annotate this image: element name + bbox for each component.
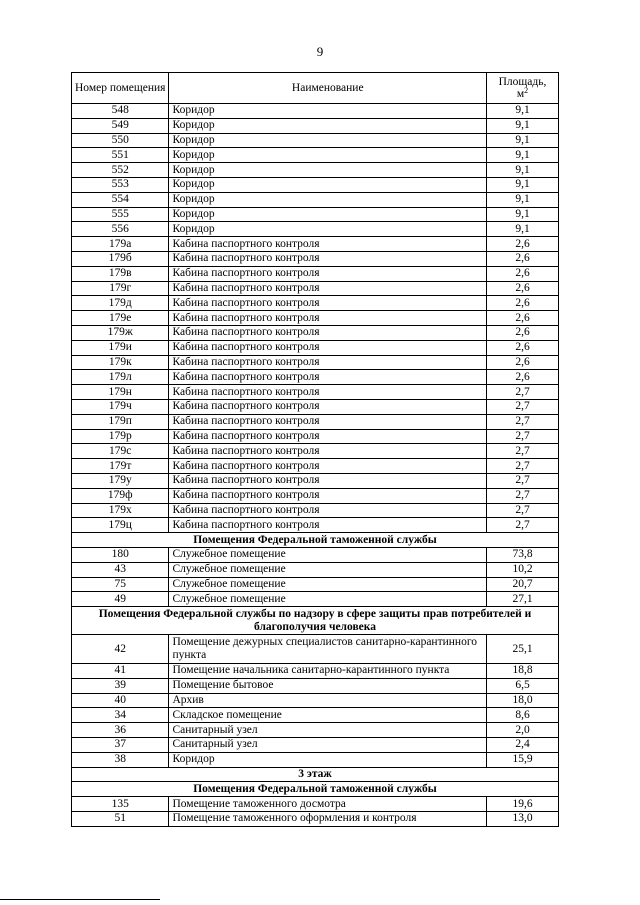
room-number-cell: 37 bbox=[72, 738, 169, 753]
table-row bbox=[72, 693, 559, 708]
room-area-cell: 73,8 bbox=[487, 547, 559, 562]
room-name-cell: Помещение бытовое bbox=[169, 678, 487, 693]
room-area-cell: 9,1 bbox=[487, 177, 559, 192]
table-body bbox=[72, 104, 559, 827]
page-number: 9 bbox=[316, 44, 324, 59]
room-number-cell: 36 bbox=[72, 723, 169, 738]
room-number-cell: 42 bbox=[72, 635, 169, 664]
room-area-cell: 18,0 bbox=[487, 693, 559, 708]
room-area-cell: 9,1 bbox=[487, 192, 559, 207]
room-name-cell: Кабина паспортного контроля bbox=[169, 488, 487, 503]
room-number-cell: 49 bbox=[72, 592, 169, 607]
table-row bbox=[72, 237, 559, 252]
room-number-cell: 179с bbox=[72, 444, 169, 459]
table-row bbox=[72, 592, 559, 607]
room-name-cell: Помещение дежурных специалистов санитарно-карантинного пункта bbox=[169, 635, 487, 664]
table-row bbox=[72, 812, 559, 827]
table-row bbox=[72, 133, 559, 148]
table-row bbox=[72, 192, 559, 207]
table-row bbox=[72, 104, 559, 119]
room-area-cell: 2,0 bbox=[487, 723, 559, 738]
room-name-cell: Кабина паспортного контроля bbox=[169, 459, 487, 474]
room-name-cell: Кабина паспортного контроля bbox=[169, 385, 487, 400]
room-number-cell: 179е bbox=[72, 311, 169, 326]
room-name-cell: Архив bbox=[169, 693, 487, 708]
section-heading-row bbox=[72, 767, 559, 782]
room-name-cell: Коридор bbox=[169, 207, 487, 222]
room-number-cell: 553 bbox=[72, 177, 169, 192]
room-area-cell: 10,2 bbox=[487, 562, 559, 577]
header-area-unit: м bbox=[516, 88, 525, 100]
room-name-cell: Кабина паспортного контроля bbox=[169, 251, 487, 266]
room-area-cell: 2,6 bbox=[487, 296, 559, 311]
section-heading-row bbox=[72, 782, 559, 797]
room-name-cell: Кабина паспортного контроля bbox=[169, 355, 487, 370]
room-area-cell: 18,8 bbox=[487, 664, 559, 679]
room-number-cell: 179ж bbox=[72, 325, 169, 340]
header-area-exponent: 2 bbox=[524, 86, 529, 95]
room-number-cell: 179р bbox=[72, 429, 169, 444]
table-row bbox=[72, 355, 559, 370]
room-name-cell: Служебное помещение bbox=[169, 592, 487, 607]
table-row bbox=[72, 459, 559, 474]
room-name-cell: Кабина паспортного контроля bbox=[169, 237, 487, 252]
room-number-cell: 179л bbox=[72, 370, 169, 385]
table-row bbox=[72, 296, 559, 311]
room-number-cell: 179т bbox=[72, 459, 169, 474]
room-name-cell: Кабина паспортного контроля bbox=[169, 414, 487, 429]
room-name-cell: Служебное помещение bbox=[169, 547, 487, 562]
room-area-cell: 2,6 bbox=[487, 281, 559, 296]
room-area-cell: 9,1 bbox=[487, 163, 559, 178]
room-number-cell: 179ц bbox=[72, 518, 169, 533]
room-number-cell: 552 bbox=[72, 163, 169, 178]
room-area-cell: 2,7 bbox=[487, 429, 559, 444]
room-number-cell: 554 bbox=[72, 192, 169, 207]
table-row bbox=[72, 503, 559, 518]
room-area-cell: 2,7 bbox=[487, 473, 559, 488]
room-number-cell: 34 bbox=[72, 708, 169, 723]
table-row bbox=[72, 562, 559, 577]
room-name-cell: Коридор bbox=[169, 104, 487, 119]
room-number-cell: 179д bbox=[72, 296, 169, 311]
room-name-cell: Кабина паспортного контроля bbox=[169, 325, 487, 340]
room-area-cell: 2,6 bbox=[487, 251, 559, 266]
table-row bbox=[72, 370, 559, 385]
room-name-cell: Кабина паспортного контроля bbox=[169, 266, 487, 281]
room-name-cell: Кабина паспортного контроля bbox=[169, 296, 487, 311]
room-area-cell: 2,7 bbox=[487, 488, 559, 503]
room-number-cell: 179ч bbox=[72, 399, 169, 414]
room-number-cell: 549 bbox=[72, 118, 169, 133]
table-row bbox=[72, 311, 559, 326]
table-row bbox=[72, 266, 559, 281]
room-area-cell: 9,1 bbox=[487, 222, 559, 237]
room-area-cell: 2,6 bbox=[487, 325, 559, 340]
room-number-cell: 180 bbox=[72, 547, 169, 562]
room-name-cell: Помещение начальника санитарно-карантинного пункта bbox=[169, 664, 487, 679]
room-name-cell: Коридор bbox=[169, 163, 487, 178]
header-name: Наименование bbox=[169, 73, 487, 104]
table-row bbox=[72, 752, 559, 767]
room-name-cell: Помещение таможенного досмотра bbox=[169, 797, 487, 812]
room-number-cell: 551 bbox=[72, 148, 169, 163]
room-number-cell: 135 bbox=[72, 797, 169, 812]
table-row bbox=[72, 399, 559, 414]
header-area bbox=[487, 73, 559, 104]
room-area-cell: 2,7 bbox=[487, 414, 559, 429]
room-area-cell: 25,1 bbox=[487, 635, 559, 664]
header-area-label: Площадь, bbox=[498, 76, 547, 88]
room-name-cell: Кабина паспортного контроля bbox=[169, 429, 487, 444]
table-row bbox=[72, 664, 559, 679]
room-name-cell: Коридор bbox=[169, 148, 487, 163]
table-row bbox=[72, 797, 559, 812]
room-area-cell: 2,7 bbox=[487, 459, 559, 474]
room-name-cell: Кабина паспортного контроля bbox=[169, 281, 487, 296]
table-row bbox=[72, 148, 559, 163]
table-row bbox=[72, 207, 559, 222]
room-number-cell: 179г bbox=[72, 281, 169, 296]
room-area-cell: 6,5 bbox=[487, 678, 559, 693]
room-number-cell: 41 bbox=[72, 664, 169, 679]
table-row bbox=[72, 163, 559, 178]
room-number-cell: 179н bbox=[72, 385, 169, 400]
footnote-rule bbox=[0, 899, 160, 900]
table-row bbox=[72, 473, 559, 488]
table-row bbox=[72, 518, 559, 533]
room-name-cell: Коридор bbox=[169, 133, 487, 148]
room-area-cell: 2,4 bbox=[487, 738, 559, 753]
header-number: Номер помещения bbox=[72, 73, 169, 104]
room-name-cell: Кабина паспортного контроля bbox=[169, 399, 487, 414]
room-name-cell: Служебное помещение bbox=[169, 562, 487, 577]
table-row bbox=[72, 251, 559, 266]
room-name-cell: Санитарный узел bbox=[169, 738, 487, 753]
room-area-cell: 13,0 bbox=[487, 812, 559, 827]
room-area-cell: 2,6 bbox=[487, 266, 559, 281]
room-area-cell: 2,7 bbox=[487, 444, 559, 459]
room-area-cell: 2,6 bbox=[487, 237, 559, 252]
room-area-cell: 9,1 bbox=[487, 207, 559, 222]
room-name-cell: Служебное помещение bbox=[169, 577, 487, 592]
table-row bbox=[72, 678, 559, 693]
table-row bbox=[72, 177, 559, 192]
table-row bbox=[72, 340, 559, 355]
table-row bbox=[72, 414, 559, 429]
room-number-cell: 43 bbox=[72, 562, 169, 577]
room-number-cell: 75 bbox=[72, 577, 169, 592]
room-number-cell: 38 bbox=[72, 752, 169, 767]
room-number-cell: 179а bbox=[72, 237, 169, 252]
section-heading: Помещения Федеральной службы по надзору в сфере защиты прав потребителей и благополучия человека bbox=[72, 607, 559, 635]
room-name-cell: Кабина паспортного контроля bbox=[169, 311, 487, 326]
room-name-cell: Складское помещение bbox=[169, 708, 487, 723]
table-row bbox=[72, 325, 559, 340]
room-number-cell: 51 bbox=[72, 812, 169, 827]
table-row bbox=[72, 708, 559, 723]
room-area-cell: 9,1 bbox=[487, 118, 559, 133]
room-name-cell: Коридор bbox=[169, 222, 487, 237]
room-name-cell: Санитарный узел bbox=[169, 723, 487, 738]
room-area-cell: 2,7 bbox=[487, 385, 559, 400]
room-area-cell: 27,1 bbox=[487, 592, 559, 607]
table-row bbox=[72, 723, 559, 738]
room-name-cell: Кабина паспортного контроля bbox=[169, 340, 487, 355]
room-name-cell: Кабина паспортного контроля bbox=[169, 518, 487, 533]
room-name-cell: Помещение таможенного оформления и контроля bbox=[169, 812, 487, 827]
table-row bbox=[72, 488, 559, 503]
table-header-row bbox=[72, 73, 559, 104]
room-number-cell: 40 bbox=[72, 693, 169, 708]
section-heading-row bbox=[72, 607, 559, 635]
room-number-cell: 179ф bbox=[72, 488, 169, 503]
room-area-cell: 2,7 bbox=[487, 518, 559, 533]
room-name-cell: Кабина паспортного контроля bbox=[169, 473, 487, 488]
room-area-cell: 9,1 bbox=[487, 148, 559, 163]
table-row bbox=[72, 547, 559, 562]
room-number-cell: 39 bbox=[72, 678, 169, 693]
section-heading: Помещения Федеральной таможенной службы bbox=[72, 533, 559, 548]
room-name-cell: Кабина паспортного контроля bbox=[169, 370, 487, 385]
table-row bbox=[72, 118, 559, 133]
room-number-cell: 179б bbox=[72, 251, 169, 266]
room-area-cell: 8,6 bbox=[487, 708, 559, 723]
room-area-cell: 2,7 bbox=[487, 503, 559, 518]
table-row bbox=[72, 577, 559, 592]
room-number-cell: 550 bbox=[72, 133, 169, 148]
room-area-cell: 2,6 bbox=[487, 355, 559, 370]
room-number-cell: 179п bbox=[72, 414, 169, 429]
room-name-cell: Коридор bbox=[169, 752, 487, 767]
room-area-cell: 9,1 bbox=[487, 104, 559, 119]
room-area-cell: 2,6 bbox=[487, 370, 559, 385]
table-row bbox=[72, 385, 559, 400]
table-row bbox=[72, 429, 559, 444]
room-number-cell: 555 bbox=[72, 207, 169, 222]
room-area-cell: 20,7 bbox=[487, 577, 559, 592]
section-heading: 3 этаж bbox=[72, 767, 559, 782]
room-name-cell: Коридор bbox=[169, 177, 487, 192]
premises-table bbox=[71, 72, 559, 827]
room-number-cell: 179у bbox=[72, 473, 169, 488]
room-area-cell: 19,6 bbox=[487, 797, 559, 812]
room-area-cell: 2,6 bbox=[487, 311, 559, 326]
room-name-cell: Коридор bbox=[169, 192, 487, 207]
room-name-cell: Кабина паспортного контроля bbox=[169, 503, 487, 518]
table-row bbox=[72, 738, 559, 753]
room-number-cell: 556 bbox=[72, 222, 169, 237]
table-row bbox=[72, 222, 559, 237]
table-row bbox=[72, 444, 559, 459]
room-area-cell: 2,6 bbox=[487, 340, 559, 355]
room-area-cell: 15,9 bbox=[487, 752, 559, 767]
room-name-cell: Коридор bbox=[169, 118, 487, 133]
section-heading-row bbox=[72, 533, 559, 548]
room-number-cell: 548 bbox=[72, 104, 169, 119]
table-row bbox=[72, 281, 559, 296]
room-number-cell: 179в bbox=[72, 266, 169, 281]
room-area-cell: 9,1 bbox=[487, 133, 559, 148]
section-heading: Помещения Федеральной таможенной службы bbox=[72, 782, 559, 797]
room-area-cell: 2,7 bbox=[487, 399, 559, 414]
room-name-cell: Кабина паспортного контроля bbox=[169, 444, 487, 459]
table-row bbox=[72, 635, 559, 664]
room-number-cell: 179и bbox=[72, 340, 169, 355]
room-number-cell: 179к bbox=[72, 355, 169, 370]
room-number-cell: 179х bbox=[72, 503, 169, 518]
